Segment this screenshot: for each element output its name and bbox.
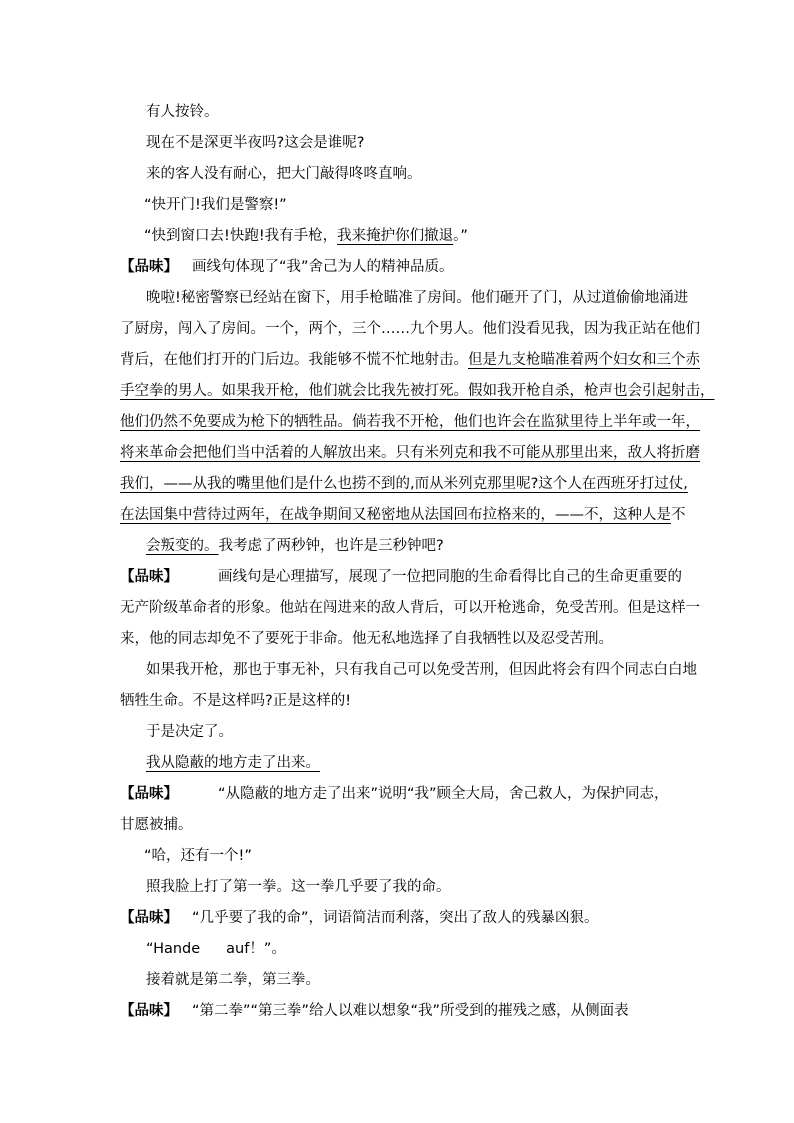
paragraph-if-i-shoot [120,655,697,717]
commentary-3 [120,779,682,841]
commentary-text-2: 画线句是心理描写，展现了一位把同胞的生命看得比自己的生命更重要的 [218,569,682,585]
underlined-cover-retreat: 我来掩护你们撤退 [337,228,454,244]
text-line-part: 背后，在他们打开的门后边。我能够不慌不忙地射击。 [120,352,468,368]
paragraph-too-late [120,283,715,562]
text-second-punch: 接着就是第二拳，第三拳。 [146,972,320,988]
commentary-1 [120,252,682,283]
underlined-line: 我们，——从我的嘴里他们是什么也捞不到的,而从米列克那里呢?这个人在西班牙打过仗, [120,476,688,492]
commentary-text-4: “几乎要了我的命”，词语简洁而利落，突出了敌人的残暴凶狠。 [192,910,599,926]
text-run-to-window: “快到窗口去!快跑!我有手枪， [144,228,338,244]
text-another-one: “哈，还有一个!” [144,848,252,864]
underlined-sentence: 但是九支枪瞄准着两个妇女和三个赤 [468,352,700,368]
text-line: 了厨房，闯入了房间。一个，两个，三个……九个男人。他们没看见我，因为我正站在他们 [120,321,700,337]
text-line-part: 我考虑了两秒钟，也许是三秒钟吧? [218,538,444,554]
underlined-came-out: 我从隐蔽的地方走了出来。 [146,755,320,771]
text-close-quote: 。” [453,228,468,244]
commentary-text-1: 画线句体现了“我”舍己为人的精神品质。 [192,259,454,275]
commentary-tag: 【品味】 [120,910,178,926]
text-midnight: 现在不是深更半夜吗?这会是谁呢? [146,135,365,151]
text-line: 如果我开枪，那也于事无补，只有我自己可以免受苦刑，但因此将会有四个同志白白地 [146,662,697,678]
underlined-line: 将来革命会把他们当中活着的人解放出来。只有米列克和我不可能从那里出来，敌人将折磨 [120,445,700,461]
paragraph-first-punch [120,872,682,903]
paragraph-run-to-window [120,221,682,252]
commentary-text-line: 来，他的同志却免不了要死于非命。他无私地选择了自我牺牲以及忍受苦刑。 [120,631,613,647]
text-line: 晚啦!秘密警察已经站在窗下，用手枪瞄准了房间。他们砸开了门，从过道偷偷地涌进 [146,290,689,306]
underlined-line: 在法国集中营待过两年，在战争期间又秘密地从法国回布拉格来的，——不，这种人是 [120,507,671,523]
commentary-tag: 【品味】 [120,786,178,802]
commentary-tag: 【品味】 [120,259,178,275]
paragraph-another-one [120,841,682,872]
commentary-tag: 【品味】 [120,569,178,585]
paragraph-doorbell [120,97,682,128]
text-knocking: 来的客人没有耐心，把大门敲得咚咚直响。 [146,166,422,182]
text-line-part: 不 [671,507,686,523]
commentary-text-line: 甘愿被捕。 [120,817,193,833]
paragraph-hands-up [120,934,682,965]
text-line: 牺牲生命。不是这样吗?正是这样的! [120,693,352,709]
paragraph-knocking [120,159,682,190]
text-hande: “Hande [146,941,201,957]
commentary-2 [120,562,700,655]
underlined-line: 他们仍然不免要成为枪下的牺牲品。倘若我不开枪，他们也许会在监狱里待上半年或一年， [120,414,700,430]
commentary-text-5: “第二拳”“第三拳”给人以难以想象“我”所受到的摧残之感，从侧面表 [192,1003,629,1019]
text-first-punch: 照我脸上打了第一拳。这一拳几乎要了我的命。 [146,879,451,895]
text-auf: auf！”。 [226,941,286,957]
text-police: “快开门!我们是警察!” [144,197,287,213]
text-decided: 于是决定了。 [146,724,233,740]
text-doorbell: 有人按铃。 [146,104,219,120]
underlined-line: 手空拳的男人。如果我开枪，他们就会比我先被打死。假如我开枪自杀，枪声也会引起射击， [120,383,715,399]
commentary-tag: 【品味】 [120,1003,178,1019]
paragraph-police [120,190,682,221]
paragraph-midnight [120,128,682,159]
commentary-5 [120,996,682,1027]
commentary-text-3: “从隐蔽的地方走了出来”说明“我”顾全大局，舍己救人，为保护同志， [218,786,669,802]
commentary-text-line: 无产阶级革命者的形象。他站在闯进来的敌人背后，可以开枪逃命，免受苦刑。但是这样一 [120,600,700,616]
paragraph-decided [120,717,682,748]
document-page [120,97,715,1027]
paragraph-second-punch [120,965,682,996]
commentary-4 [120,903,682,934]
paragraph-came-out [120,748,682,779]
underlined-line-end: 会叛变的。 [146,538,219,554]
